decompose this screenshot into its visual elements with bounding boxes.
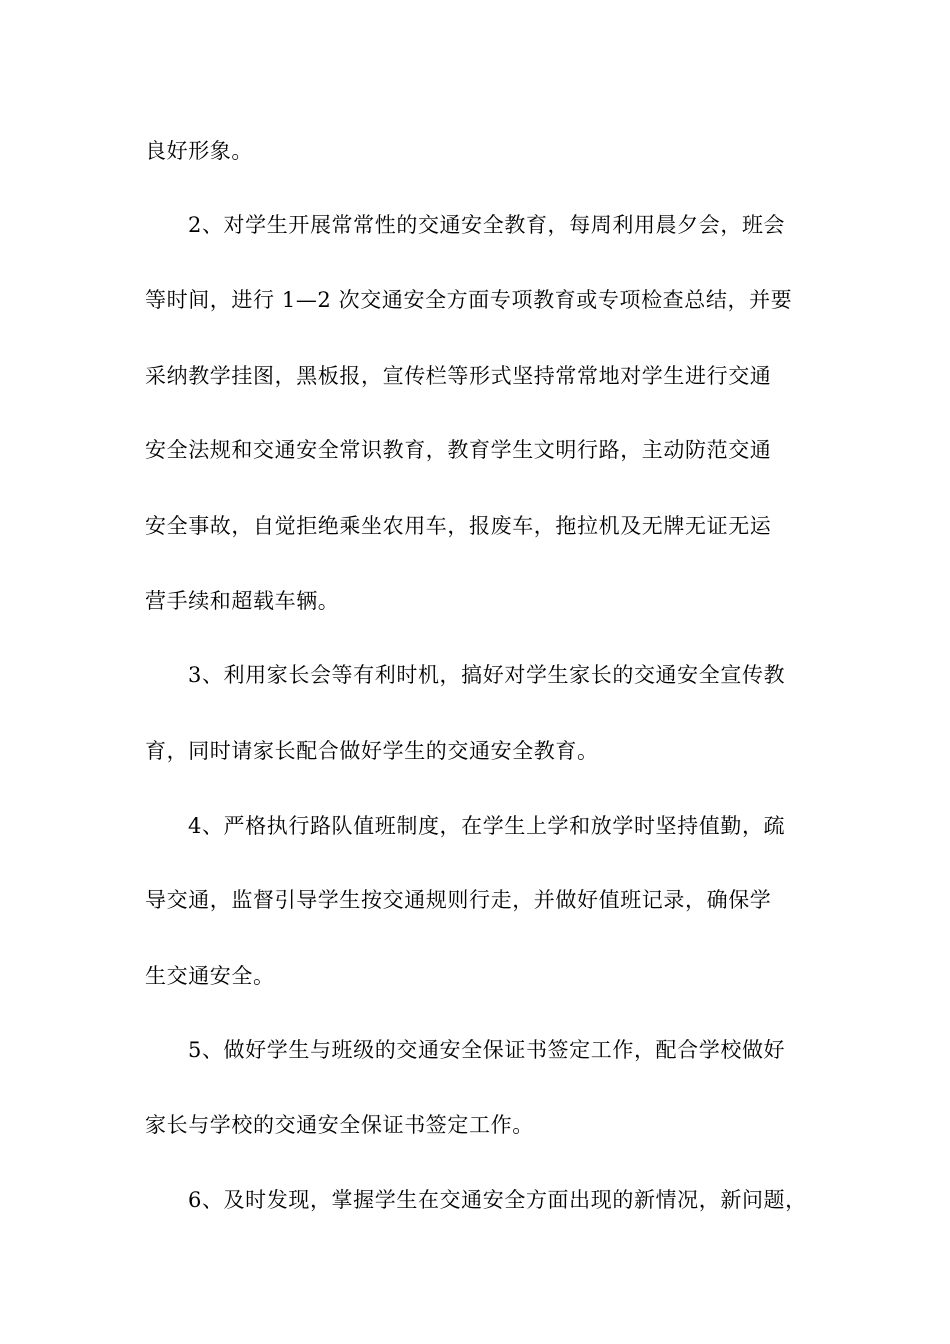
paragraph-5-line-1: 5、做好学生与班级的交通安全保证书签定工作，配合学校做好 xyxy=(188,1038,786,1062)
text-line: 导交通，监督引导学生按交通规则行走，并做好值班记录，确保学 xyxy=(145,888,772,912)
text-line: 营手续和超载车辆。 xyxy=(145,589,340,613)
text-line: 良好形象。 xyxy=(145,139,253,163)
text-line: 家长与学校的交通安全保证书签定工作。 xyxy=(145,1113,534,1137)
text-line: 安全事故，自觉拒绝乘坐农用车，报废车，拖拉机及无牌无证无运 xyxy=(145,514,772,538)
paragraph-4-line-1: 4、严格执行路队值班制度，在学生上学和放学时坚持值勤，疏 xyxy=(188,814,786,838)
text-line: 生交通安全。 xyxy=(145,964,275,988)
text-line: 安全法规和交通安全常识教育，教育学生文明行路，主动防范交通 xyxy=(145,438,772,462)
text-line: 采纳教学挂图，黑板报，宣传栏等形式坚持常常地对学生进行交通 xyxy=(145,364,772,388)
text-line: 育，同时请家长配合做好学生的交通安全教育。 xyxy=(145,739,599,763)
text-line: 等时间，进行 1—2 次交通安全方面专项教育或专项检查总结，并要 xyxy=(145,288,793,312)
paragraph-6-line-1: 6、及时发现，掌握学生在交通安全方面出现的新情况，新问题， xyxy=(188,1188,807,1212)
paragraph-2-line-1: 2、对学生开展常常性的交通安全教育，每周利用晨夕会，班会 xyxy=(188,213,786,237)
paragraph-3-line-1: 3、利用家长会等有利时机，搞好对学生家长的交通安全宣传教 xyxy=(188,663,786,687)
